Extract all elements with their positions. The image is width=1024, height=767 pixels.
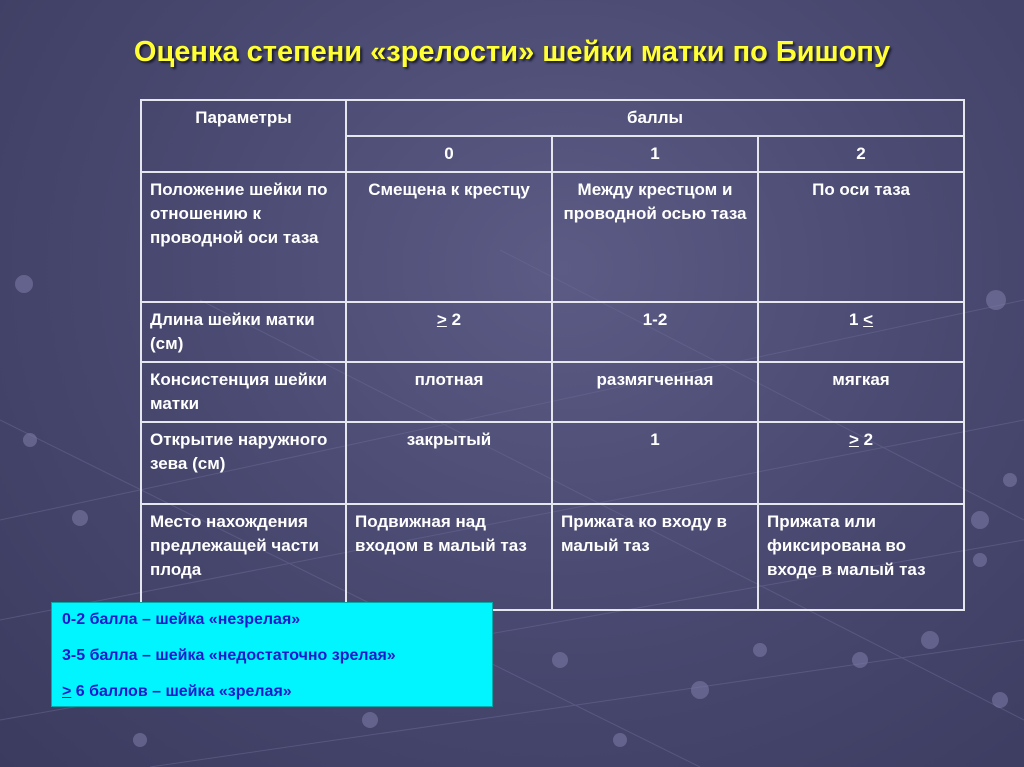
table-row [141, 302, 964, 362]
score2-cell [758, 302, 964, 362]
gte-symbol: > [62, 683, 72, 700]
param-cell: Длина шейки матки (см) [141, 302, 346, 362]
interpretation-legend [51, 602, 493, 707]
score2-cell: По оси таза [758, 172, 964, 302]
bishop-score-table [140, 99, 965, 611]
header-scores: баллы [346, 100, 964, 136]
table-row [141, 362, 964, 422]
table-row [141, 504, 964, 610]
score-col-0: 0 [346, 136, 552, 172]
gte-symbol: > [848, 430, 859, 449]
score2-cell [758, 422, 964, 504]
score2-cell: Прижата или фиксирована во входе в малый таз [758, 504, 964, 610]
table-row [141, 422, 964, 504]
legend-mature [62, 682, 482, 702]
value: 2 [451, 310, 462, 329]
score2-cell: мягкая [758, 362, 964, 422]
legend-insufficiently-mature: 3-5 балла – шейка «недостаточно зрелая» [62, 647, 396, 664]
lte-symbol: < [863, 310, 874, 329]
param-cell: Консистенция шейки матки [141, 362, 346, 422]
score-col-2: 2 [758, 136, 964, 172]
score0-cell: закрытый [346, 422, 552, 504]
score0-cell: Подвижная над входом в малый таз [346, 504, 552, 610]
score0-cell: плотная [346, 362, 552, 422]
legend-mature-text: 6 баллов – шейка «зрелая» [75, 683, 292, 700]
score1-cell: размягченная [552, 362, 758, 422]
score0-cell: Смещена к крестцу [346, 172, 552, 302]
score0-cell [346, 302, 552, 362]
gte-symbol: > [436, 310, 447, 329]
score1-cell: Прижата ко входу в малый таз [552, 504, 758, 610]
score1-cell: 1-2 [552, 302, 758, 362]
score1-cell: 1 [552, 422, 758, 504]
value: 1 [848, 310, 859, 329]
legend-immature: 0-2 балла – шейка «незрелая» [62, 611, 301, 628]
param-cell: Положение шейки по отношению к проводной оси таза [141, 172, 346, 302]
score-col-1: 1 [552, 136, 758, 172]
slide-title: Оценка степени «зрелости» шейки матки по Бишопу [133, 36, 891, 68]
table-row [141, 172, 964, 302]
value: 2 [863, 430, 874, 449]
param-cell: Место нахождения предлежащей части плода [141, 504, 346, 610]
param-cell: Открытие наружного зева (см) [141, 422, 346, 504]
score1-cell: Между крестцом и проводной осью таза [552, 172, 758, 302]
header-parameters: Параметры [141, 100, 346, 172]
